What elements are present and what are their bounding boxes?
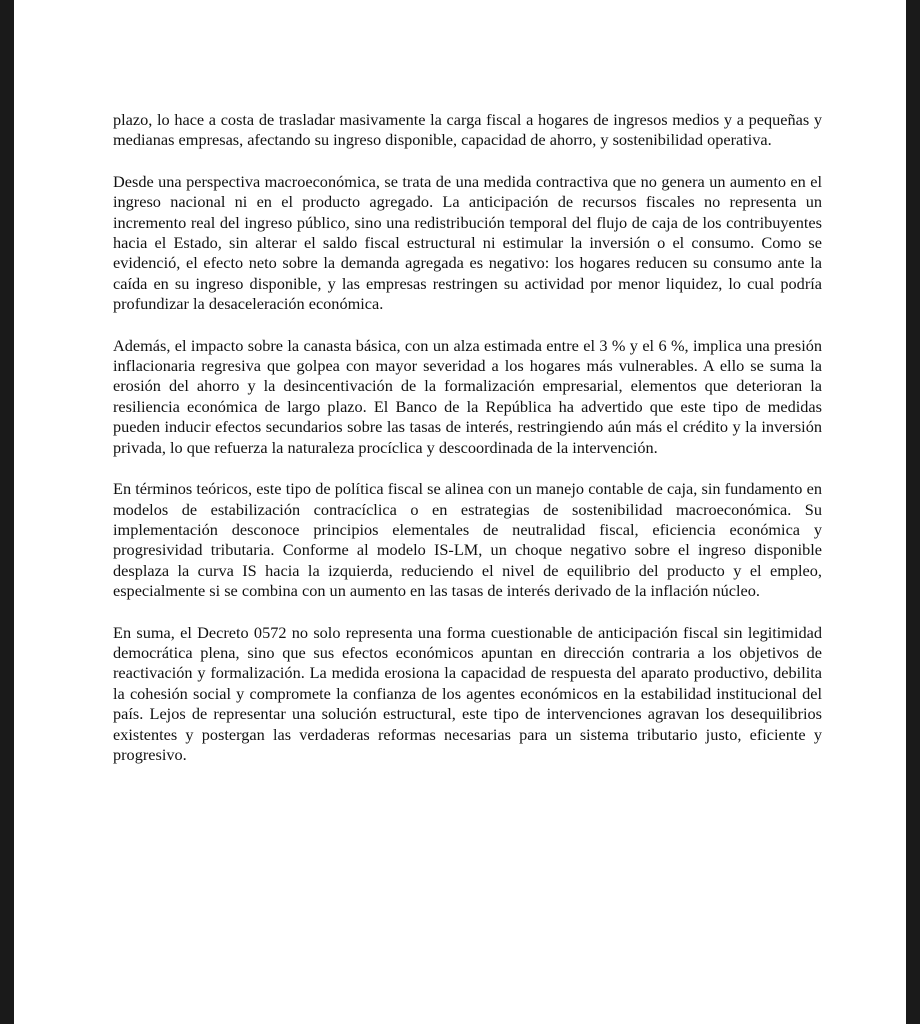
paragraph-3: Además, el impacto sobre la canasta básica, con un alza estimada entre el 3 % y el 6 %, implica una presión inflacionaria regresiva que golpea con mayor severidad a los hogares más vulnerables. A ello se suma la erosión del ahorro y la desincentivación de la formalización empresarial, elementos que deterioran la resiliencia económica de largo plazo. El Banco de la República ha advertido que este tipo de medidas pueden inducir efectos secundarios sobre las tasas de interés, restringiendo aún más el crédito y la inversión privada, lo que refuerza la naturaleza procíclica y descoordinada de la intervención. — [113, 335, 822, 457]
document-page — [14, 0, 906, 1024]
paragraph-2: Desde una perspectiva macroeconómica, se trata de una medida contractiva que no genera un aumento en el ingreso nacional ni en el producto agregado. La anticipación de recursos fiscales no representa un incremento real del ingreso público, sino una redistribución temporal del flujo de caja de los contribuyentes hacia el Estado, sin alterar el saldo fiscal estructural ni estimular la inversión o el consumo. Como se evidenció, el efecto neto sobre la demanda agregada es negativo: los hogares reducen su consumo ante la caída en su ingreso disponible, y las empresas restringen su actividad por menor liquidez, lo cual podría profundizar la desaceleración económica. — [113, 171, 822, 314]
paragraph-1: plazo, lo hace a costa de trasladar masivamente la carga fiscal a hogares de ingresos medios y a pequeñas y medianas empresas, afectando su ingreso disponible, capacidad de ahorro, y sostenibilidad operativa. — [113, 110, 822, 150]
paragraph-4: En términos teóricos, este tipo de política fiscal se alinea con un manejo contable de caja, sin fundamento en modelos de estabilización contracíclica o en estrategias de sostenibilidad macroeconómica. Su implementación desconoce principios elementales de neutralidad fiscal, eficiencia económica y progresividad tributaria. Conforme al modelo IS-LM, un choque negativo sobre el ingreso disponible desplaza la curva IS hacia la izquierda, reduciendo el nivel de equilibrio del producto y el empleo, especialmente si se combina con un aumento en las tasas de interés derivado de la inflación núcleo. — [113, 479, 822, 601]
paragraph-5: En suma, el Decreto 0572 no solo representa una forma cuestionable de anticipación fiscal sin legitimidad democrática plena, sino que sus efectos económicos apuntan en dirección contraria a los objetivos de reactivación y formalización. La medida erosiona la capacidad de respuesta del aparato productivo, debilita la cohesión social y compromete la confianza de los agentes económicos en la estabilidad institucional del país. Lejos de representar una solución estructural, este tipo de intervenciones agravan los desequilibrios existentes y postergan las verdaderas reformas necesarias para un sistema tributario justo, eficiente y progresivo. — [113, 622, 822, 764]
document-body — [113, 110, 822, 786]
